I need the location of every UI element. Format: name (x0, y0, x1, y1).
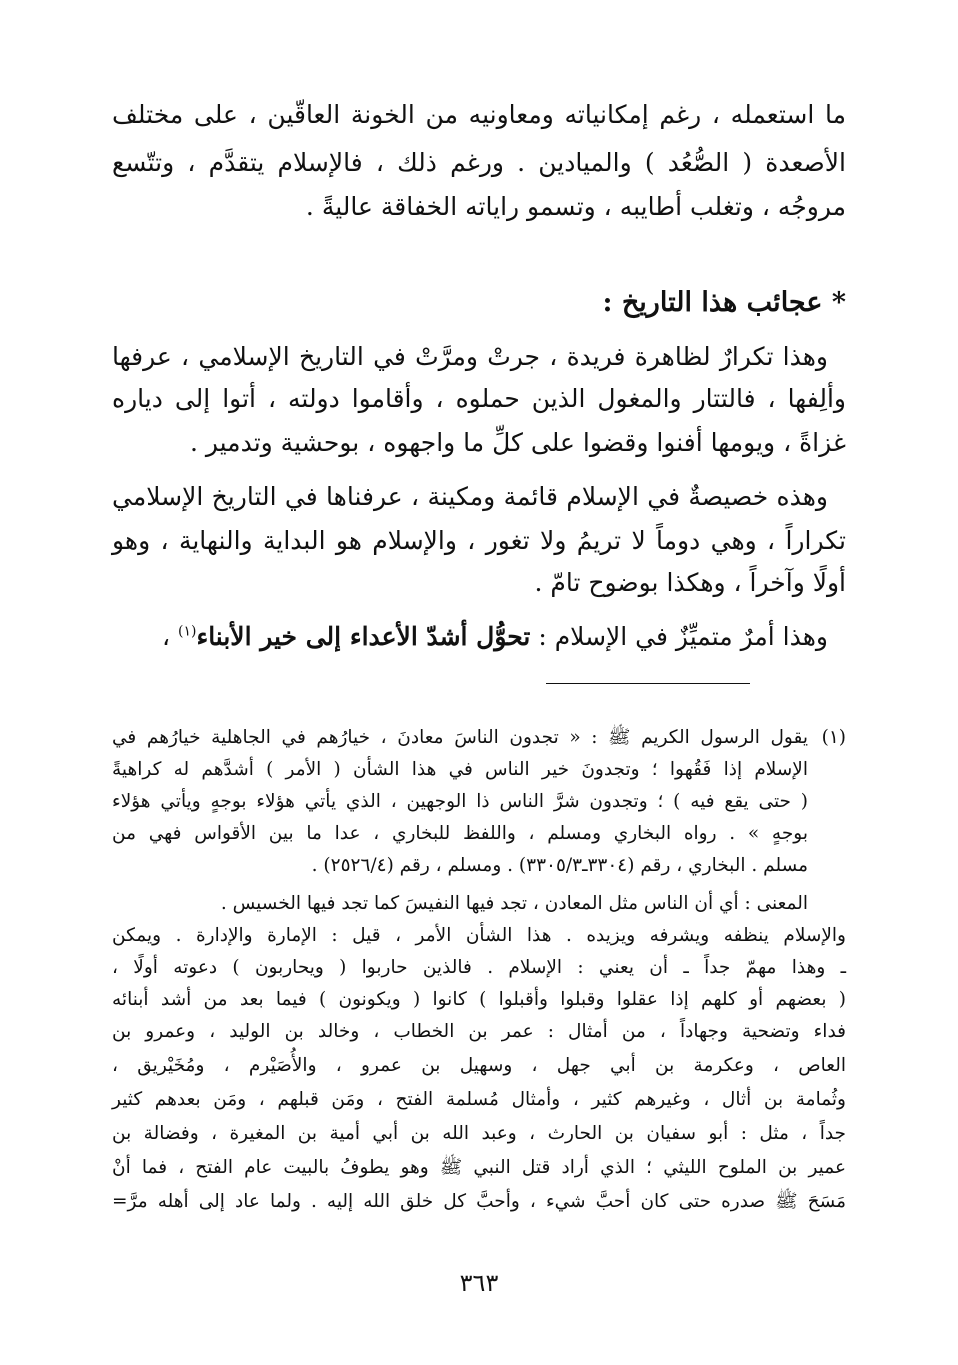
footnote-line: وثُمامة بن أثال ، وغيرهم كثير ، وأمثال مُسلمة الفتح ، ومَن قبلهم ، ومَن بعدهم كثير (112, 1089, 846, 1110)
footnote-line: ( حتى يقع فيه ) ؛ وتجدون شرَّ الناس ذا الوجهين ، الذي يأتي هؤلاء بوجهٍ ويأتي هؤلاء (112, 791, 808, 812)
body-line: ما استعمله ، رغم إمكانياته ومعاونيه من الخونة العاقّين ، على مختلف (112, 100, 846, 129)
footnote-line: عمير بن الملوح الليثي ؛ الذي أراد قتل النبي ﷺ وهو يطوفُ بالبيت عام الفتح ، فما أنْ (112, 1157, 846, 1178)
body-line (112, 618, 828, 656)
heading-text: عجائب هذا التاريخ : (602, 287, 823, 318)
heading-marker: * (831, 287, 846, 318)
footnote-line: ( بعضهم أو كلهم إذا عقلوا وقبلوا وأقبلوا ) كانوا ( ويكونون ) فيما بعد من أشد أبنائه (112, 989, 846, 1010)
footnote-line: المعنى : أي أن الناس مثل المعادن ، تجد فيها النفيسَ كما تجد فيها الخسيس . (220, 893, 808, 914)
footnote-line: والإسلام ينظفه ويشرفه ويزيده . هذا الشأن الأمر ، قيل : الإمارة والإدارة . ويمكن (112, 925, 846, 946)
body-line: وألِفها ، فالتتار والمغول الذين حملوه ، وأقاموا دولته ، أتوا إلى دياره (112, 384, 846, 413)
footnote-separator (546, 683, 750, 684)
footnote-line: مسلم . البخاري ، رقم (٣٣٠٤ـ٣٣٠٥/٣) . ومسلم ، رقم (٢٥٢٦/٤) . (311, 855, 808, 876)
paragraph-3-bold: تحوُّل أشدّ الأعداء إلى خير الأبناء (196, 622, 531, 651)
footnote-reference[interactable]: (١) (177, 623, 197, 640)
footnote-line: العاص ، وعكرمة بن أبي جهل ، وسهيل بن عمرو ، والأُصَيْرم ، ومُخَيْريق ، (112, 1055, 846, 1076)
footnote-line: مَسَحَ ﷺ صدره حتى كان أحبَّ شيء ، وأحبَّ كل خلق الله إليه . ولما عاد إلى أهله مرَّ= (112, 1191, 846, 1212)
footnote-line: يقول الرسول الكريم ﷺ : « تجدون الناسَ معادنَ ، خيارُهم في الجاهلية خيارُهم في (112, 727, 808, 748)
footnote-line: جداً ، مثل : أبو سفيان بن الحارث ، وعبد الله بن أبي أمية بن المغيرة ، وفضالة بن (112, 1123, 846, 1144)
body-line: مروجُه ، وتغلب أطايبه ، وتسمو راياته الخفاقة عاليةً . (305, 192, 846, 221)
paragraph-3-suffix: ، (161, 622, 178, 651)
footnote-marker: (١) (821, 727, 846, 748)
body-line: الأصعدة ( الصُّعُد ) والميادين . ورغم ذلك ، فالإسلام يتقدَّم ، وتتّسع (112, 148, 846, 177)
body-line: وهذه خصيصةٌ في الإسلام قائمة ومكينة ، عرفناها في التاريخ الإسلامي (112, 482, 828, 511)
footnote-line: فداء وتضحية وجهاداً ، من أمثال : عمر بن الخطاب ، وخالد بن الوليد ، وعمرو بن (112, 1021, 846, 1042)
body-line: غزاةً ، ويومها أفنوا وقضوا على كلِّ ما واجهوه ، بوحشية وتدمير . (189, 428, 846, 457)
body-line: وهذا تكرارٌ لظاهرة فريدة ، جرتْ ومرَّتْ في التاريخ الإسلامي ، عرفها (112, 342, 828, 371)
footnote-line: بوجهٍ » . رواه البخاري ومسلم ، واللفظ للبخاري ، عدا ما بين الأقواس فهي من (112, 823, 808, 844)
body-line: تكراراً ، وهي دوماً لا تريمُ ولا تغور ، والإسلام هو البداية والنهاية ، وهو (112, 526, 846, 555)
paragraph-3-prefix: وهذا أمرٌ متميِّزٌ في الإسلام : (530, 622, 828, 651)
footnote-line: ـ وهذا مهمّ جداً ـ أن يعني : الإسلام . فالذين حاربوا ( ويحاربون ) دعوته أولًا ، (112, 957, 846, 978)
page-number: ٣٦٣ (459, 1269, 499, 1297)
body-line: أولًا وآخراً ، وهكذا بوضوح تامّ . (534, 568, 846, 597)
section-heading (112, 283, 846, 323)
footnote-line: الإسلام إذا فَقُهوا ؛ وتجدونَ خير الناس في هذا الشأن ( الأمر ) أشدَّهم له كراهيةً (112, 759, 808, 780)
